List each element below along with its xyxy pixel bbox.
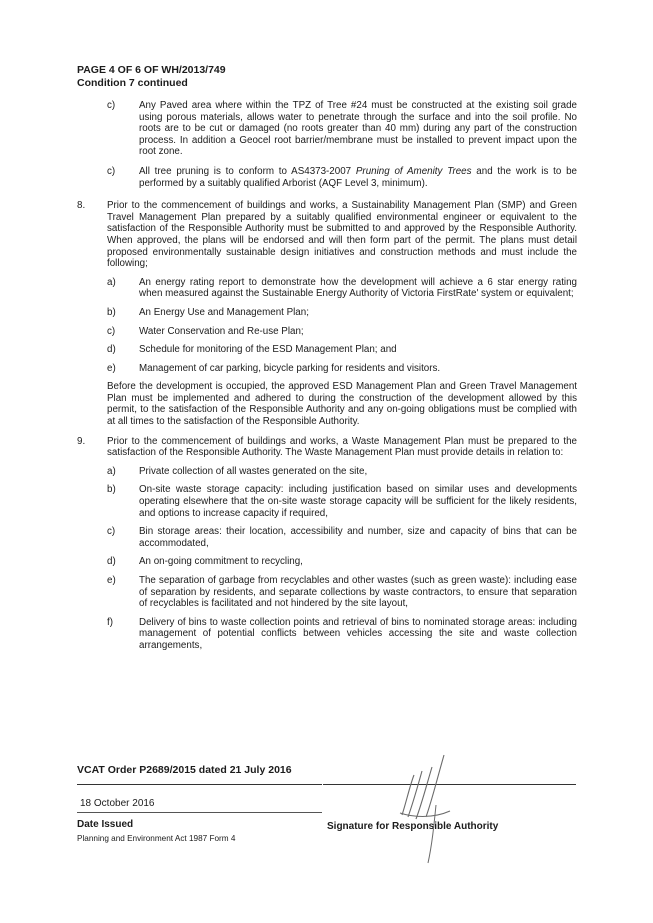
condition-9 bbox=[77, 436, 577, 459]
item-label: c) bbox=[107, 100, 116, 111]
condition-8-item: e) Management of car parking, bicycle parking for residents and visitors. bbox=[107, 362, 441, 374]
page-header bbox=[77, 64, 226, 89]
condition-9-item: d) An on-going commitment to recycling, bbox=[107, 556, 303, 568]
conditions-body bbox=[77, 100, 577, 659]
issue-date: 18 October 2016 bbox=[80, 798, 155, 809]
page-number-reference: PAGE 4 OF 6 OF WH/2013/749 bbox=[77, 64, 226, 76]
condition-number: 9. bbox=[77, 435, 86, 447]
standard-title: Pruning of Amenity Trees bbox=[355, 165, 472, 177]
condition-8-item: b) An Energy Use and Management Plan; bbox=[107, 306, 309, 318]
condition-9-item: f) Delivery of bins to waste collection points and retrieval of bins to nominated storage areas: including management of potential conflicts between vehicles accessing the site and waste collection arrangements, bbox=[107, 616, 577, 651]
condition-9-item: c) Bin storage areas: their location, accessibility and number, size and capacity of bins that can be accommodated, bbox=[107, 526, 577, 549]
item-label: c) bbox=[107, 165, 116, 177]
footer-divider bbox=[77, 784, 322, 785]
condition-9-item: a) Private collection of all wastes generated on the site, bbox=[107, 465, 368, 477]
condition-9-item: e) The separation of garbage from recyclables and other wastes (such as green waste): including ease of separation by residents, and separate collections by waste contractors, to ensure that separation of recyclables is facilitated and not hindered by the site layout, bbox=[107, 575, 577, 610]
condition-8 bbox=[77, 200, 577, 270]
signature-label: Signature for Responsible Authority bbox=[327, 821, 499, 832]
condition-8-item: d) Schedule for monitoring of the ESD Management Plan; and bbox=[107, 344, 397, 356]
date-underline bbox=[77, 812, 322, 813]
condition-continued-label: Condition 7 continued bbox=[77, 76, 188, 89]
form-reference: Planning and Environment Act 1987 Form 4 bbox=[77, 834, 236, 843]
condition-8-item: a) An energy rating report to demonstrate how the development will achieve a 6 star energy rating when measured against the Sustainable Energy Authority of Victoria FirstRate' system or equivalent; bbox=[107, 276, 577, 300]
item-text: All tree pruning is to conform to AS4373-2007 Pruning of Amenity Trees and the work is to be performed by a suitably qualified Arborist (AQF Level 3, minimum). bbox=[139, 165, 577, 189]
condition-7-item bbox=[77, 100, 577, 158]
condition-8-implementation: Before the development is occupied, the approved ESD Management Plan and Green Travel Management Plan must be implemented and adhered to during the construction of the development allowed by this permit, to the satisfaction of the Responsible Authority and any on-going obligations must be complied with at all times to the satisfaction of the Responsible Authority. bbox=[107, 381, 577, 428]
condition-text: Prior to the commencement of buildings and works, a Waste Management Plan must be prepared to the satisfaction of the Responsible Authority. The Waste Management Plan must provide details in relation to: bbox=[107, 435, 577, 459]
date-issued-label: Date Issued bbox=[77, 819, 134, 830]
item-text: Any Paved area where within the TPZ of Tree #24 must be constructed at the existing soil grade using porous materials, allows water to penetrate through the surface and into the soil profile. No roots are to be cut or damaged (no roots greater than 40 mm) during any part of the construction process. In addition a Geocel root barrier/membrane must be installed to prevent impact upon the root zone. bbox=[139, 100, 577, 158]
condition-number: 8. bbox=[77, 200, 86, 212]
condition-7-item bbox=[77, 166, 577, 189]
vcat-order: VCAT Order P2689/2015 dated 21 July 2016 bbox=[77, 764, 292, 776]
condition-text: Prior to the commencement of buildings and works, a Sustainability Management Plan (SMP) and Green Travel Management Plan prepared by a suitably qualified environmental engineer or equivalent to the satisfaction of the Responsible Authority must be submitted to and approved by the Responsible Authority. When approved, the plans will be endorsed and will then form part of the permit. The plans must detail proposed environmentally sustainable design initiatives and construction methods and must include the following; bbox=[107, 200, 577, 270]
signature-graphic bbox=[392, 745, 462, 865]
condition-8-item: c) Water Conservation and Re-use Plan; bbox=[107, 325, 304, 337]
condition-9-item: b) On-site waste storage capacity: including justification based on similar uses and developments operating elsewhere that the on-site waste storage capacity will be sufficient for the likely residents, and options to increase capacity if required, bbox=[107, 484, 577, 519]
